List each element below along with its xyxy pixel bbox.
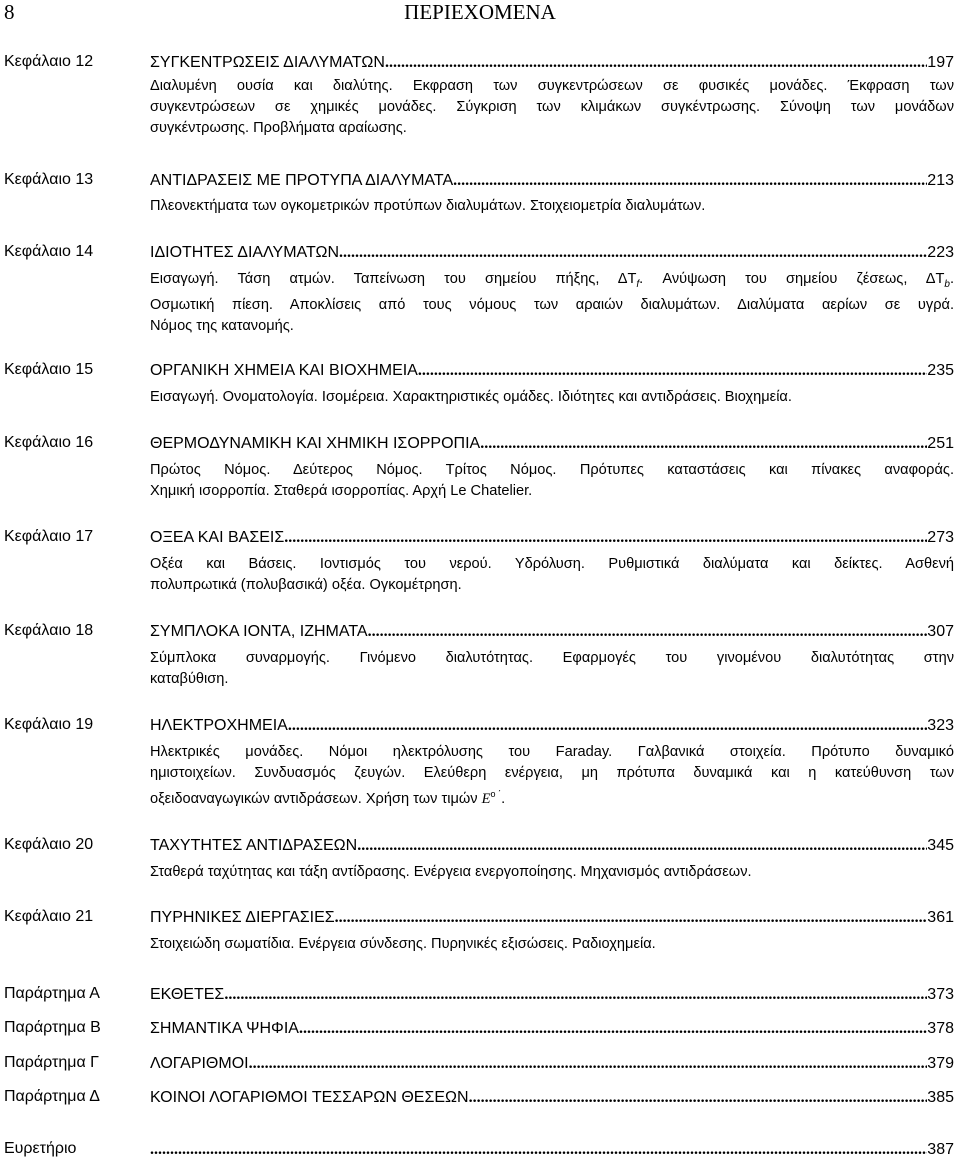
toc-entry-page: 213 — [927, 172, 954, 189]
toc-entry-description — [150, 742, 954, 810]
leader-dots — [150, 1140, 927, 1160]
toc-entry-heading: ΟΞΕΑ ΚΑΙ ΒΑΣΕΙΣ — [150, 529, 285, 546]
toc-entry-heading: ΘΕΡΜΟΔΥΝΑΜΙΚΗ ΚΑΙ ΧΗΜΙΚΗ ΙΣΟΡΡΟΠΙΑ — [150, 435, 481, 452]
toc-entry-label: Παράρτημα Γ — [4, 1054, 99, 1071]
toc-entry-page: 387 — [927, 1141, 954, 1158]
description-line: Σταθερά ταχύτητας και τάξη αντίδρασης. Ενέργεια ενεργοποίησης. Μηχανισμός αντιδράσεων. — [150, 864, 752, 880]
description-line: πολυπρωτικά (πολυβασικά) οξέα. Ογκομέτρηση. — [150, 577, 462, 593]
leader-dots — [288, 716, 927, 736]
toc-entry-label: Κεφάλαιο 15 — [4, 361, 94, 378]
description-line: Διαλυμένη ουσία και διαλύτης. Εκφραση των συγκεντρώσεων σε φυσικές μονάδες. Έκφραση των — [150, 78, 954, 94]
toc-entry-description — [150, 460, 954, 502]
toc-entry-label: Κεφάλαιο 19 — [4, 716, 94, 733]
description-line: οξειδοαναγωγικών αντιδράσεων. Χρήση των τιμών $E^{o ΄}$. — [150, 789, 506, 807]
toc-entry-heading: ΙΔΙΟΤΗΤΕΣ ΔΙΑΛΥΜΑΤΩΝ — [150, 244, 340, 261]
description-line: Οξέα και Βάσεις. Ιοντισμός του νερού. Υδρόλυση. Ρυθμιστικά διαλύματα και δείκτες. Ασθενή — [150, 556, 954, 572]
toc-entry-description — [150, 387, 954, 408]
toc-entry-page: 251 — [927, 435, 954, 452]
description-line: Εισαγωγή. Ονοματολογία. Ισομέρεια. Χαρακτηριστικές ομάδες. Ιδιότητες και αντιδράσεις. Βιοχημεία. — [150, 389, 792, 405]
toc-entry-description — [150, 196, 954, 217]
toc-entry-label: Παράρτημα Δ — [4, 1088, 100, 1105]
leader-dots — [385, 53, 927, 73]
leader-dots — [299, 1019, 927, 1039]
page-title: ΠΕΡΙΕΧΟΜΕΝΑ — [404, 0, 556, 24]
page-number: 8 — [4, 0, 15, 24]
toc-entry-page: 385 — [927, 1089, 954, 1106]
toc-entry-heading: ΠΥΡΗΝΙΚΕΣ ΔΙΕΡΓΑΣΙΕΣ — [150, 909, 335, 926]
description-line: Πρώτος Νόμος. Δεύτερος Νόμος. Τρίτος Νόμος. Πρότυπες καταστάσεις και πίνακες αναφοράς. — [150, 462, 954, 478]
description-line: Νόμος της κατανομής. — [150, 317, 294, 334]
toc-entry-heading: ΟΡΓΑΝΙΚΗ ΧΗΜΕΙΑ ΚΑΙ ΒΙΟΧΗΜΕΙΑ — [150, 362, 418, 379]
toc-entry-page: 323 — [927, 717, 954, 734]
toc-entry-page: 361 — [927, 909, 954, 926]
toc-entry-description — [150, 76, 954, 139]
description-line: συγκέντρωσης. Προβλήματα αραίωσης. — [150, 120, 407, 136]
toc-entry-label: Κεφάλαιο 12 — [4, 53, 94, 70]
toc-entry-page: 379 — [927, 1055, 954, 1072]
toc-entry-label: Κεφάλαιο 13 — [4, 171, 94, 188]
leader-dots — [453, 171, 927, 191]
description-line: Ηλεκτρικές μονάδες. Νόμοι ηλεκτρόλυσης του Faraday. Γαλβανικά στοιχεία. Πρότυπο δυναμικό — [150, 744, 954, 760]
leader-dots — [418, 361, 927, 381]
leader-dots — [469, 1088, 928, 1108]
toc-entry-label: Κεφάλαιο 20 — [4, 836, 94, 853]
description-line: Οσμωτική πίεση. Αποκλίσεις από τους νόμους των αραιών διαλυμάτων. Διαλύματα αερίων σε υγρά. — [150, 296, 954, 313]
toc-entry-description — [150, 862, 954, 883]
toc-entry-description — [150, 934, 954, 955]
leader-dots — [357, 836, 927, 856]
leader-dots — [335, 908, 928, 928]
toc-entry-page: 307 — [927, 623, 954, 640]
toc-entry-heading: ΣΥΓΚΕΝΤΡΩΣΕΙΣ ΔΙΑΛΥΜΑΤΩΝ — [150, 54, 385, 71]
leader-dots — [284, 528, 927, 548]
toc-entry-page: 197 — [927, 54, 954, 71]
toc-entry-description — [150, 554, 954, 596]
toc-entry-label: Κεφάλαιο 16 — [4, 434, 94, 451]
toc-entry-description — [150, 269, 954, 337]
leader-dots — [339, 243, 927, 263]
toc-entry-heading: ΣΗΜΑΝΤΙΚΑ ΨΗΦΙΑ — [150, 1020, 299, 1037]
toc-entry-page: 273 — [927, 529, 954, 546]
toc-entry-heading: ΣΥΜΠΛΟΚΑ ΙΟΝΤΑ, ΙΖΗΜΑΤΑ — [150, 623, 368, 640]
leader-dots — [224, 985, 927, 1005]
description-line: συγκεντρώσεων σε χημικές μονάδες. Σύγκριση των κλιμάκων συγκέντρωσης. Σύνοψη των μονάδων — [150, 99, 954, 115]
toc-entry-page: 235 — [927, 362, 954, 379]
toc-entry-heading: ΚΟΙΝΟΙ ΛΟΓΑΡΙΘΜΟΙ ΤΕΣΣΑΡΩΝ ΘΕΣΕΩΝ — [150, 1089, 469, 1106]
toc-entry-description — [150, 648, 954, 690]
toc-entry-page: 373 — [927, 986, 954, 1003]
toc-entry-label: Κεφάλαιο 21 — [4, 908, 94, 925]
toc-entry-heading: ΛΟΓΑΡΙΘΜΟΙ — [150, 1055, 249, 1072]
description-line: Σύμπλοκα συναρμογής. Γινόμενο διαλυτότητας. Εφαρμογές του γινομένου διαλυτότητας στην — [150, 650, 954, 666]
description-line: Εισαγωγή. Τάση ατμών. Ταπείνωση του σημείου πήξης, $\Delta T_f$. Ανύψωση του σημείου ζέσεως, $\Delta T_b$. — [150, 271, 954, 290]
description-line: ημιστοιχείων. Συνδυασμός ζευγών. Ελεύθερη ενέργεια, μη πρότυπα δυναμικά και η κατεύθυνση των — [150, 765, 954, 781]
toc-entry-label: Κεφάλαιο 18 — [4, 622, 94, 639]
description-line: Πλεονεκτήματα των ογκομετρικών προτύπων διαλυμάτων. Στοιχειομετρία διαλυμάτων. — [150, 198, 706, 214]
toc-entry-heading: ΤΑΧΥΤΗΤΕΣ ΑΝΤΙΔΡΑΣΕΩΝ — [150, 837, 358, 854]
toc-entry-heading: ΗΛΕΚΤΡΟΧΗΜΕΙΑ — [150, 717, 288, 734]
leader-dots — [249, 1054, 928, 1074]
toc-entry-page: 223 — [927, 244, 954, 261]
toc-entry-page: 345 — [927, 837, 954, 854]
description-line: καταβύθιση. — [150, 671, 229, 687]
description-line: Χημική ισορροπία. Σταθερά ισορροπίας. Αρχή Le Chatelier. — [150, 483, 533, 499]
toc-entry-label: Κεφάλαιο 17 — [4, 528, 94, 545]
toc-entry-heading: ΕΚΘΕΤΕΣ — [150, 986, 225, 1003]
leader-dots — [368, 622, 928, 642]
toc-entry-label: Παράρτημα Α — [4, 985, 100, 1002]
toc-entry-label: Ευρετήριο — [4, 1140, 77, 1157]
toc-entry-label: Κεφάλαιο 14 — [4, 243, 94, 260]
leader-dots — [480, 434, 927, 454]
description-line: Στοιχειώδη σωματίδια. Ενέργεια σύνδεσης. Πυρηνικές εξισώσεις. Ραδιοχημεία. — [150, 936, 656, 952]
toc-entry-label: Παράρτημα Β — [4, 1019, 101, 1036]
toc-entry-heading: ΑΝΤΙΔΡΑΣΕΙΣ ΜΕ ΠΡΟΤΥΠΑ ΔΙΑΛΥΜΑΤΑ — [150, 172, 454, 189]
toc-entry-page: 378 — [927, 1020, 954, 1037]
